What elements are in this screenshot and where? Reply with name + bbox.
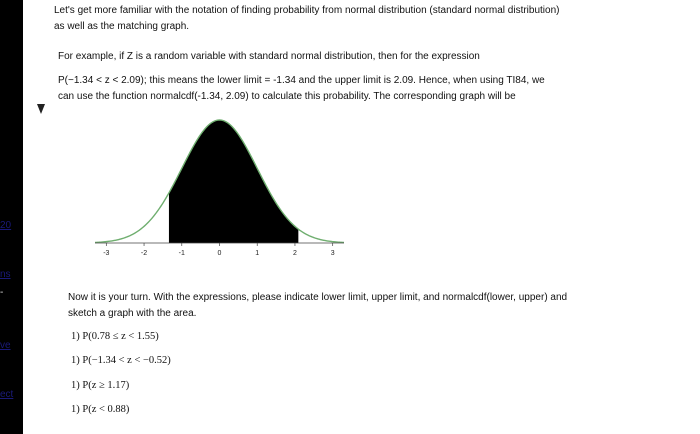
chart-svg xyxy=(83,112,356,260)
x-tick-label: -2 xyxy=(140,250,148,257)
sidebar-fragment-5[interactable]: ect xyxy=(0,389,14,400)
problem-1: 1) P(0.78 ≤ z < 1.55) xyxy=(71,331,159,342)
x-tick-label: 3 xyxy=(330,250,335,257)
sidebar-fragment-1[interactable]: 20 xyxy=(0,220,12,231)
normal-distribution-graph xyxy=(83,112,356,260)
sidebar-fragment-2[interactable]: ns xyxy=(0,269,11,280)
problem-3: 1) P(z ≥ 1.17) xyxy=(71,380,130,391)
turn-line-2: sketch a graph with the area. xyxy=(68,308,197,319)
example-line-2: P(−1.34 < z < 2.09); this means the lower limit = -1.34 and the upper limit is 2.09. Hence, when using TI84, we xyxy=(58,75,545,86)
problem-4: 1) P(z < 0.88) xyxy=(71,404,130,415)
sidebar-fragment-4[interactable]: ve xyxy=(0,340,11,351)
example-line-3: can use the function normalcdf(-1.34, 2.09) to calculate this probability. The corresponding graph will be xyxy=(58,91,516,102)
x-tick-label: 2 xyxy=(293,250,297,257)
x-tick-label: 1 xyxy=(255,250,260,257)
intro-line-2: as well as the matching graph. xyxy=(54,21,190,32)
sidebar-fragment-3: - xyxy=(0,287,4,298)
document-page xyxy=(23,0,700,434)
example-line-1: For example, if Z is a random variable with standard normal distribution, then for the expression xyxy=(58,51,480,62)
x-tick-label: 0 xyxy=(217,250,222,257)
shaded-area xyxy=(169,120,298,243)
x-tick-label: -1 xyxy=(178,250,185,257)
x-tick-label: -3 xyxy=(103,250,110,257)
problem-2: 1) P(−1.34 < z < −0.52) xyxy=(71,355,171,366)
intro-line-1: Let's get more familiar with the notation of finding probability from normal distribution (standard normal distribution) xyxy=(54,5,560,16)
turn-line-1: Now it is your turn. With the expressions, please indicate lower limit, upper limit, and normalcdf(lower, upper) and xyxy=(68,292,568,303)
mouse-cursor-icon xyxy=(37,104,45,114)
